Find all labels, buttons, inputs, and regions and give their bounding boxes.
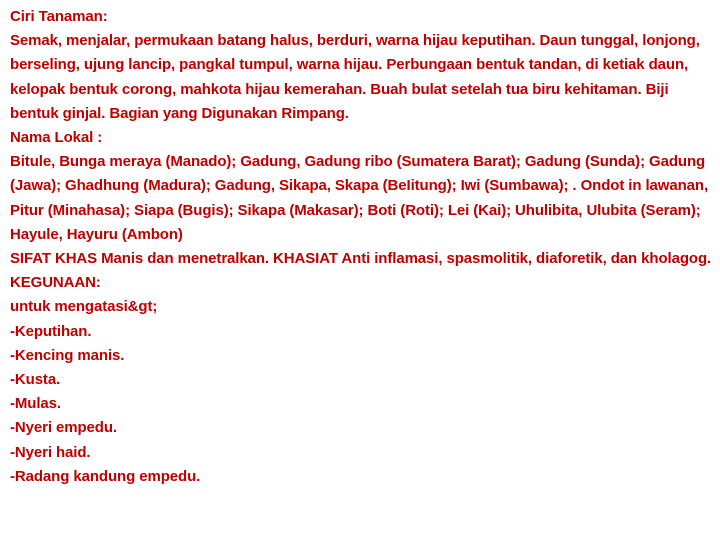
- list-item: -Radang kandung empedu.: [10, 467, 201, 485]
- list-item: -Mulas.: [10, 395, 61, 413]
- sifat-khasiat-text: SIFAT KHAS Manis dan menetralkan. KHASIAT Anti inflamasi, spasmolitik, diaforetik, dan kholagog.: [10, 250, 712, 268]
- ciri-text: Semak, menjalar, permukaan batang halus, berduri, warna hijau keputihan. Daun tunggal, lonjong, berseling, ujung lancip, pangkal tumpul, warna hijau. Perbungaan bentuk tandan, di ketiak daun, kelopak bentuk corong, mahkota hijau kemerahan. Buah bulat setelah tua biru kehitaman. Biji bentuk ginjal. Bagian yang Digunakan Rimpang.: [10, 32, 700, 122]
- nama-lokal-text: Bitule, Bunga meraya (Manado); Gadung, Gadung ribo (Sumatera Barat); Gadung (Sunda); Gadung (Jawa); Ghadhung (Madura); Gadung, Sikapa, Skapa (BeIitung); Iwi (Sumbawa); . Ondot in lawanan, Pitur (Minahasa); Siapa (Bugis); Sikapa (Makasar); Boti (Roti); Lei (Kai); Uhulibita, Ulubita (Seram); Hayule, Hayuru (Ambon): [10, 153, 709, 243]
- list-item: -Nyeri haid.: [10, 443, 91, 461]
- list-item: -Keputihan.: [10, 322, 92, 340]
- nama-lokal-heading: Nama Lokal :: [10, 129, 103, 147]
- list-item: -Nyeri empedu.: [10, 419, 117, 437]
- list-item: -Kencing manis.: [10, 346, 125, 364]
- kegunaan-heading: KEGUNAAN:: [10, 274, 101, 292]
- list-item: -Kusta.: [10, 371, 61, 389]
- ciri-heading: Ciri Tanaman:: [10, 8, 108, 25]
- document-body: [10, 5, 712, 489]
- kegunaan-intro: untuk mengatasi&gt;: [10, 298, 158, 316]
